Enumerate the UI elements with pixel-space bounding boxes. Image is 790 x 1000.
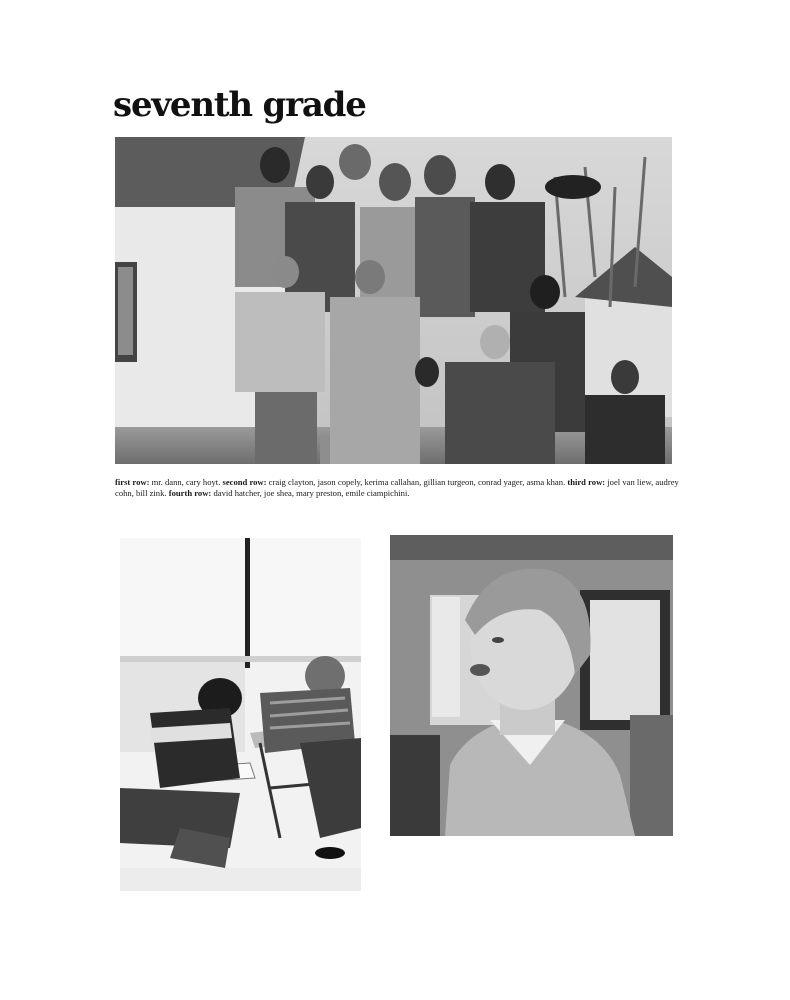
caption-second-row-names: craig clayton, jason copely, kerima callahan, gillian turgeon, conrad yager, asma khan. (268, 477, 566, 487)
caption-first-row-names: mr. dann, cary hoyt. (151, 477, 221, 487)
caption-fourth-row-label: fourth row: (168, 488, 212, 498)
caption-second-row-label: second row: (222, 477, 267, 487)
classroom-photo (120, 538, 361, 891)
page-title: seventh grade (113, 85, 366, 125)
caption-fourth-row-names: david hatcher, joe shea, mary preston, emile ciampichini. (213, 488, 410, 498)
caption-first-row-label: first row: (115, 477, 150, 487)
photo-caption (115, 477, 680, 499)
portrait-photo (390, 535, 673, 836)
portrait-photo-image (390, 535, 673, 836)
group-photo-image (115, 137, 672, 464)
caption-third-row-names: joel van liew, audrey cohn, bill zink. (115, 477, 679, 498)
caption-third-row-label: third row: (567, 477, 606, 487)
group-photo (115, 137, 672, 464)
classroom-photo-image (120, 538, 361, 891)
